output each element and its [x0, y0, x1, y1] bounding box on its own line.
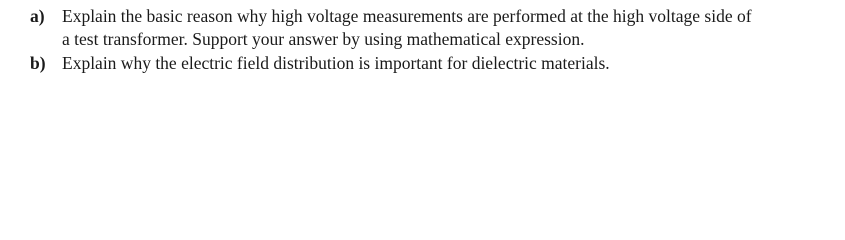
question-text-line: Explain why the electric field distribution is important for dielectric materials. [62, 53, 610, 73]
question-marker: b) [30, 53, 46, 73]
question-document [0, 0, 845, 107]
question-marker: a) [30, 6, 45, 26]
question-text-line: a test transformer. Support your answer by using mathematical expression. [62, 29, 585, 49]
question-text-line: Explain the basic reason why high voltage measurements are performed at the high voltage side of [62, 6, 752, 26]
